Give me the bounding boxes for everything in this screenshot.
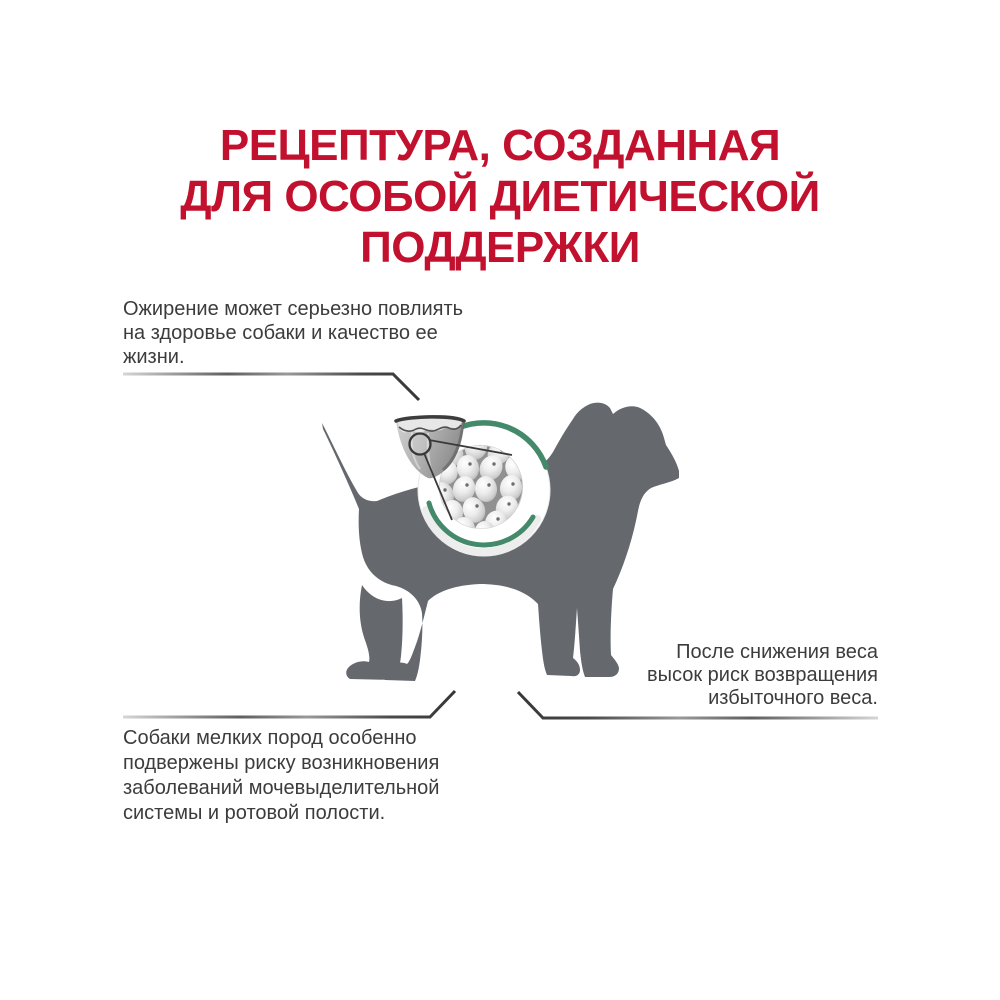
note-line: Собаки мелких пород особенно	[123, 727, 417, 749]
page-title-line: ДЛЯ ОСОБОЙ ДИЕТИЧЕСКОЙ	[180, 172, 820, 221]
magnifier-circle	[410, 434, 431, 455]
note-regain	[647, 641, 878, 710]
note-small-breeds	[123, 726, 439, 826]
page-title-line: РЕЦЕПТУРА, СОЗДАННАЯ	[219, 121, 781, 170]
note-line: высок риск возвращения	[647, 664, 878, 686]
callout-line-obesity	[123, 374, 419, 400]
note-line: После снижения веса	[676, 641, 878, 663]
note-line: избыточного веса.	[708, 687, 878, 709]
page-title	[0, 120, 1000, 273]
note-line: на здоровье собаки и качество ее	[123, 322, 438, 344]
dog-hind-leg	[346, 585, 402, 680]
note-line: жизни.	[123, 346, 185, 368]
page-title-line: ПОДДЕРЖКИ	[360, 223, 640, 272]
note-obesity	[123, 297, 463, 369]
note-line: Ожирение может серьезно повлиять	[123, 298, 464, 320]
note-line: заболеваний мочевыделительной	[123, 777, 440, 799]
note-line: подвержены риску возникновения	[123, 752, 440, 774]
callout-line-small-breeds	[123, 691, 455, 717]
note-line: системы и ротовой полости.	[123, 802, 386, 824]
